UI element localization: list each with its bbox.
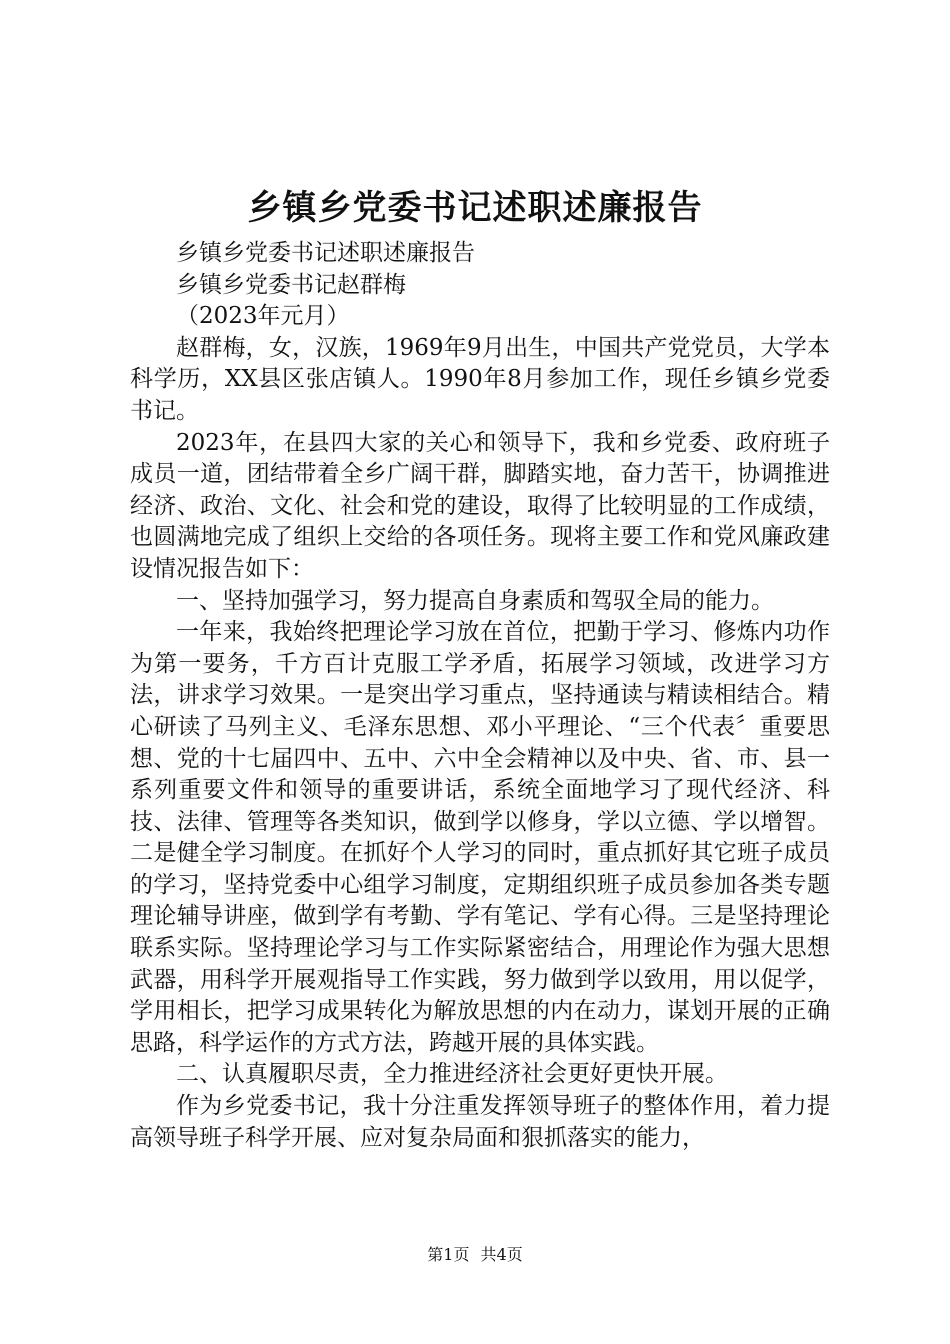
document-body [130,238,830,1154]
section-heading-1: 一、坚持加强学习，努力提高自身素质和驾驭全局的能力。 [176,587,774,614]
date-line: （2023年元月） [176,303,350,330]
subtitle-line: 乡镇乡党委书记述职述廉报告 [176,240,475,266]
page-count: 共4页 [480,1245,523,1264]
paragraph-intro: 2023年，在县四大家的关心和领导下，我和乡党委、政府班子成员一道，团结带着全乡广阔干群，脚踏实地，奋力苦干，协调推进经济、政治、文化、社会和党的建设，取得了比较明显的工作成绩，也圆满地完成了组织上交给的各项任务。现将主要工作和党风廉政建设情况报告如下： [130,429,830,582]
paragraph-study: 一年来，我始终把理论学习放在首位，把勤于学习、修炼内功作为第一要务，千方百计克服工学矛盾，拓展学习领域，改进学习方法，讲求学习效果。一是突出学习重点，坚持通读与精读相结合。精心研读了马列主义、毛泽东思想、邓小平理论、“三个代表〞重要思想、党的十七届四中、五中、六中全会精神以及中央、省、市、县一系列重要文件和领导的重要讲话，系统全面地学习了现代经济、科技、法律、管理等各类知识，做到学以修身，学以立德、学以增智。二是健全学习制度。在抓好个人学习的同时，重点抓好其它班子成员的学习，坚持党委中心组学习制度，定期组织班子成员参加各类专题理论辅导讲座，做到学有考勤、学有笔记、学有心得。三是坚持理论联系实际。坚持理论学习与工作实际紧密结合，用理论作为强大思想武器，用科学开展观指导工作实践，努力做到学以致用，用以促学，学用相长，把学习成果转化为解放思想的内在动力，谋划开展的正确思路，科学运作的方式方法，跨越开展的具体实践。 [130,619,830,1056]
paragraph-profile: 赵群梅，女，汉族，1969年9月出生，中国共产党党员，大学本科学历，XX县区张店镇人。1990年8月参加工作，现任乡镇乡党委书记。 [130,334,830,424]
page-footer [0,1244,950,1266]
page-number: 第1页 [427,1245,470,1264]
section-heading-2: 二、认真履职尽责，全力推进经济社会更好更快开展。 [176,1061,728,1088]
author-line: 乡镇乡党委书记赵群梅 [176,271,406,298]
document-title: 乡镇乡党委书记述职述廉报告 [247,188,703,228]
paragraph-duties: 作为乡党委书记，我十分注重发挥领导班子的整体作用，着力提高领导班子科学开展、应对复杂局面和狠抓落实的能力， [130,1093,830,1151]
